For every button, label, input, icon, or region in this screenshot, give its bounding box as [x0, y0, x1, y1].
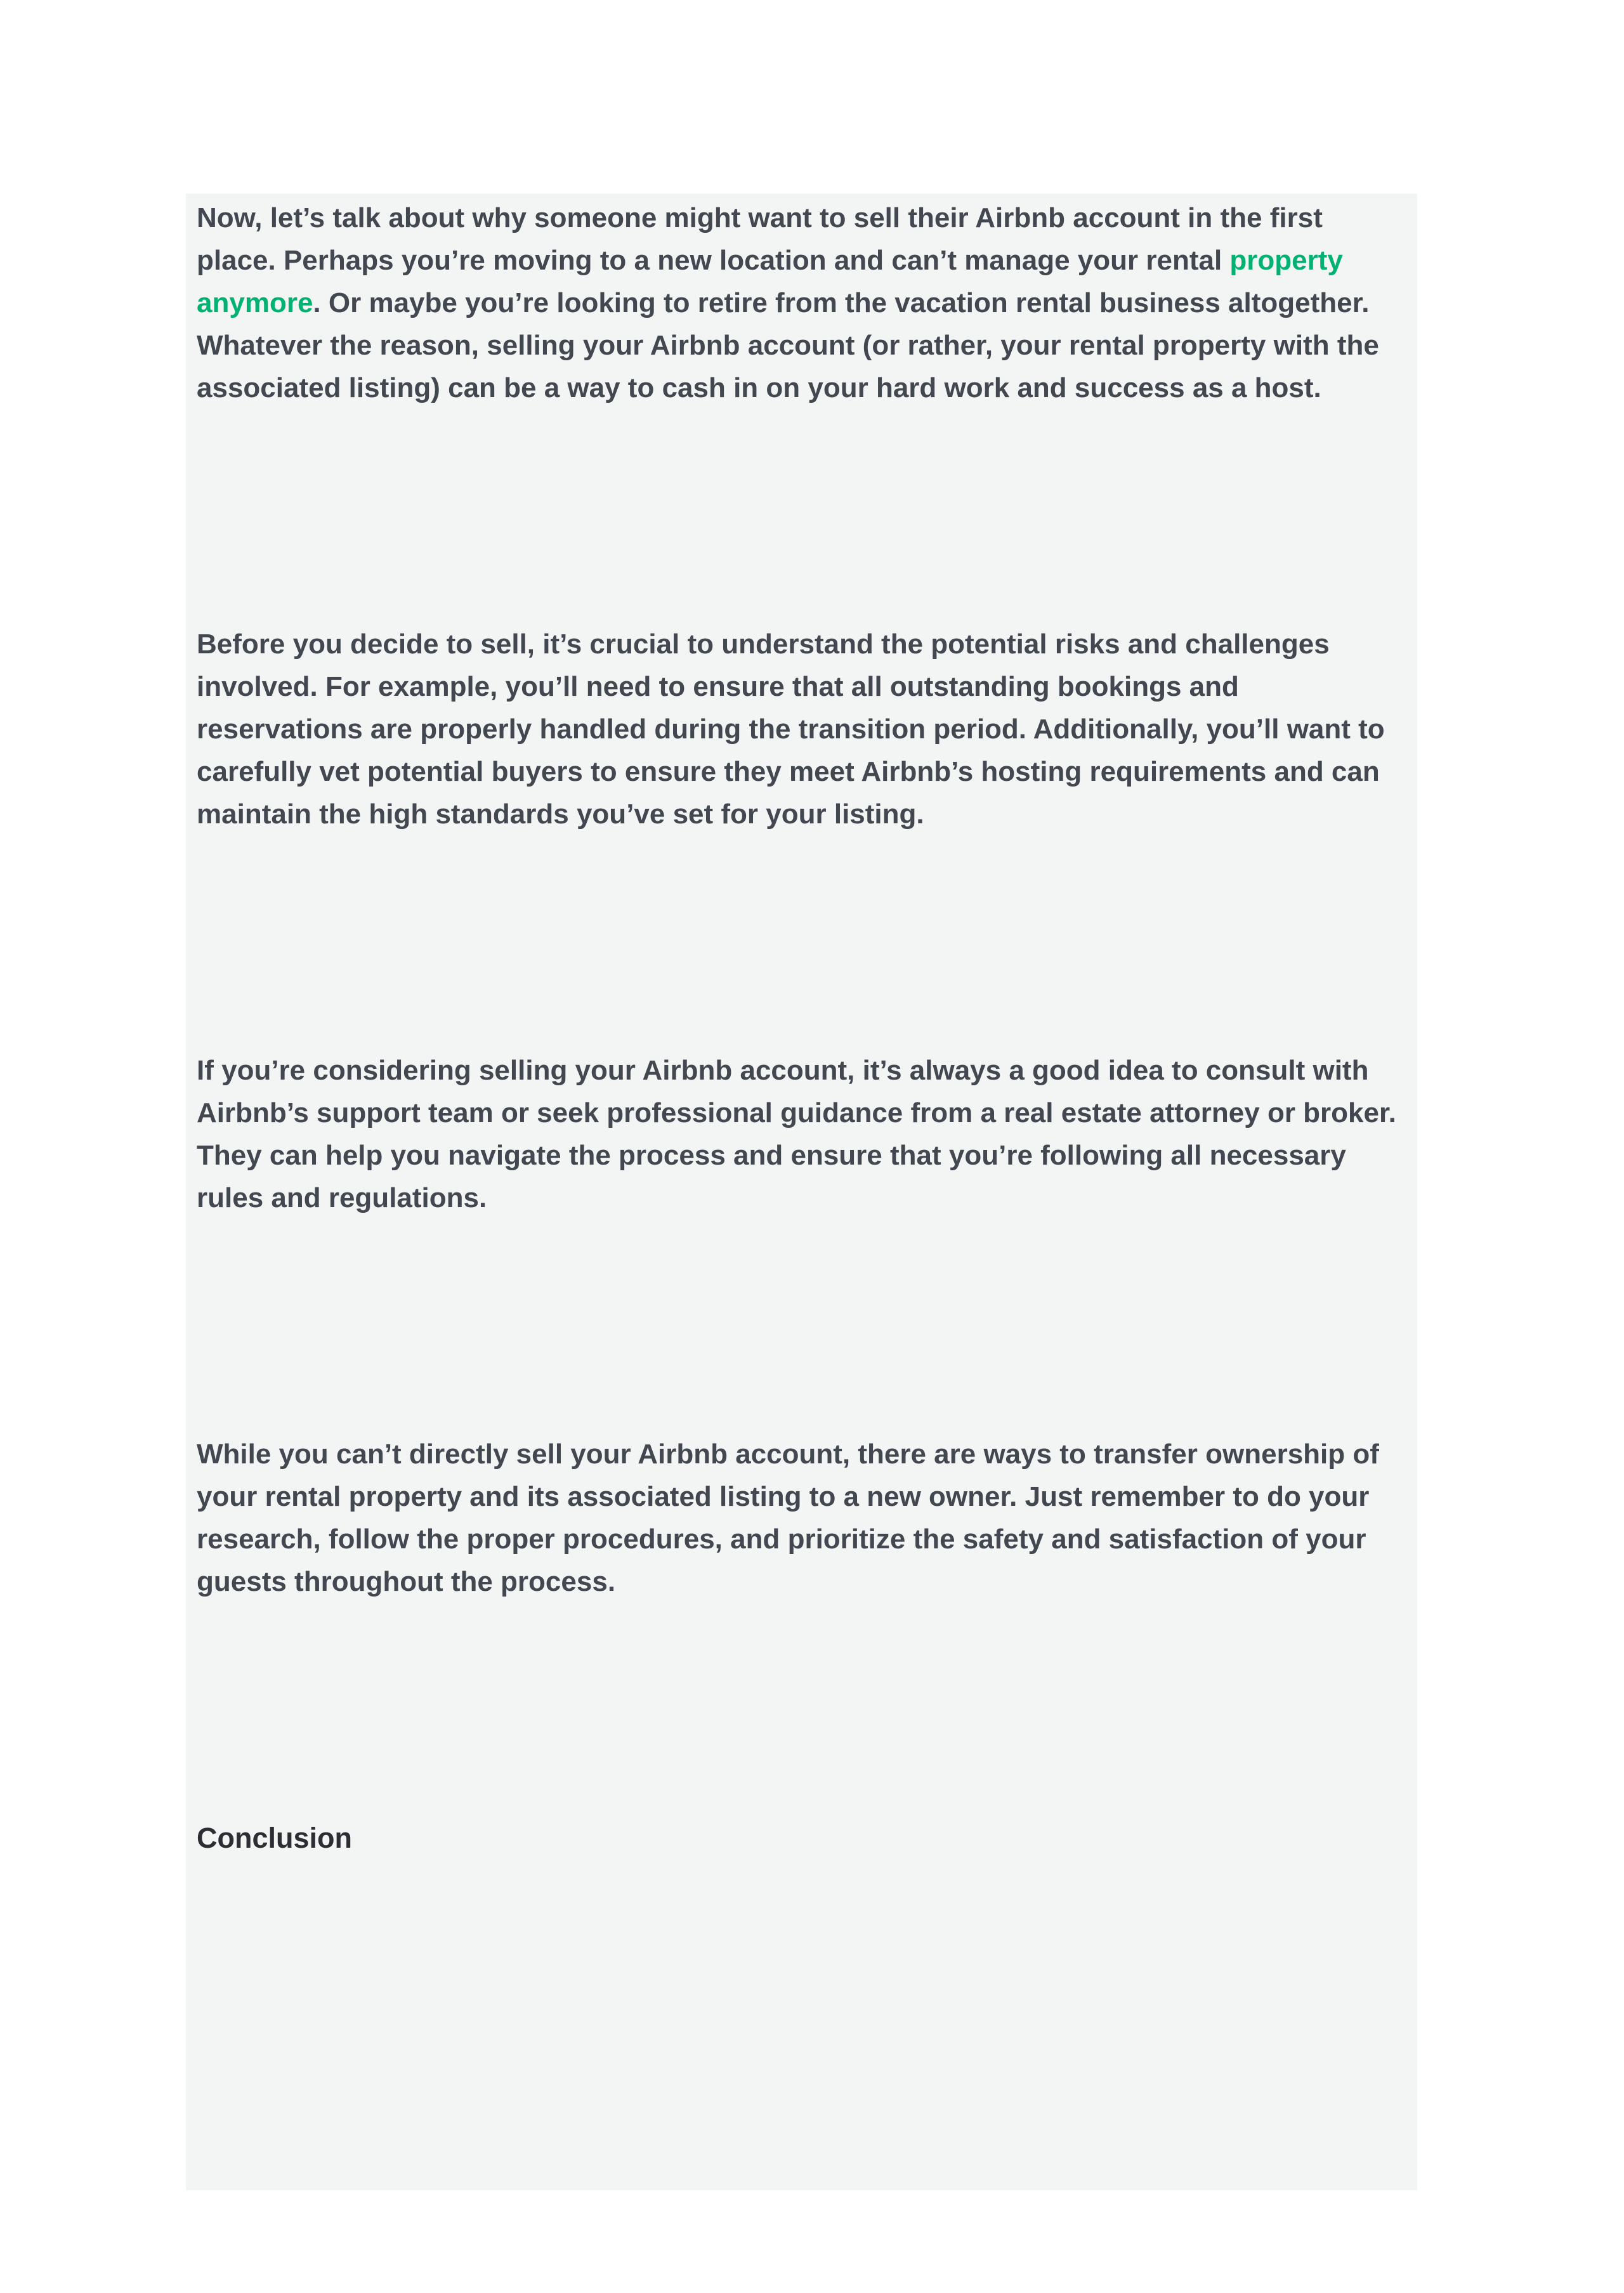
paragraph-why-sell: [197, 197, 1398, 409]
article-content: [186, 193, 1417, 2190]
paragraph-consult-support: If you’re considering selling your Airbnb account, it’s always a good idea to consult with Airbnb’s support team or seek professional guidance from a real estate attorney or broker. They can help you navigate the process and ensure that you’re following all necessary rules and regulations.: [197, 1055, 1396, 1213]
paragraph-text-before-link: Now, let’s talk about why someone might want to sell their Airbnb account in the first place. Perhaps you’re moving to a new location and can’t manage your rental: [197, 202, 1323, 276]
conclusion-heading: Conclusion: [197, 1822, 352, 1854]
paragraph-text-after-link: . Or maybe you’re looking to retire from the vacation rental business altogether. Whatever the reason, selling your Airbnb account (or rather, your rental property with the associated listing) can be a way to cash in on your hard work and success as a host.: [197, 287, 1379, 403]
paragraph-transfer-ownership: While you can’t directly sell your Airbnb account, there are ways to transfer ownership of your rental property and its associated listing to a new owner. Just remember to do your research, follow the proper procedures, and prioritize the safety and satisfaction of your guests throughout the process.: [197, 1439, 1379, 1597]
property-anymore-link[interactable]: property anymore: [197, 245, 1343, 318]
paragraph-risks-and-challenges: Before you decide to sell, it’s crucial to understand the potential risks and challenges involved. For example, you’ll need to ensure that all outstanding bookings and reservations are properly handled during the transition period. Additionally, you’ll want to carefully vet potential buyers to ensure they meet Airbnb’s hosting requirements and can maintain the high standards you’ve set for your listing.: [197, 629, 1385, 830]
